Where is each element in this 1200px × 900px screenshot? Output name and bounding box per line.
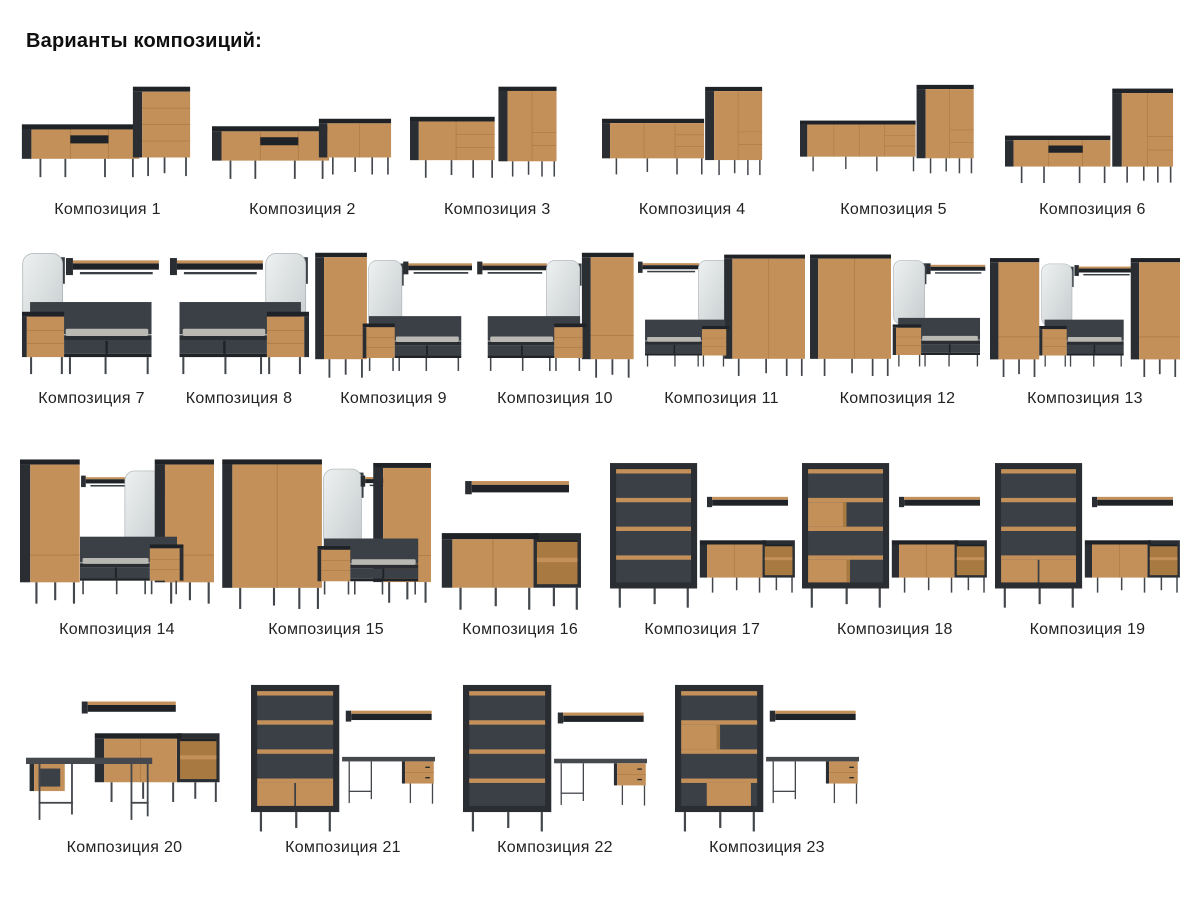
- hallway-bench-icon: [487, 316, 586, 371]
- wall-hanger-shelf-icon: [169, 258, 262, 275]
- hallway-bench-icon: [317, 538, 418, 594]
- composition-17-label: Композиция 17: [644, 621, 761, 638]
- composition-8-image: [168, 251, 311, 383]
- wide-wardrobe-icon: [810, 255, 891, 376]
- bookcase-with-boxes-icon: [675, 685, 763, 832]
- tall-wardrobe-icon: [20, 459, 80, 603]
- desk-with-drawers-icon: [554, 759, 647, 806]
- composition-18-label: Композиция 18: [836, 621, 953, 638]
- composition-19-label: Композиция 19: [1029, 621, 1146, 638]
- sideboard-icon: [319, 119, 391, 175]
- composition-5: [800, 81, 988, 219]
- wall-shelf-icon: [770, 711, 856, 722]
- composition-14-image: [20, 454, 214, 614]
- composition-9-image: [315, 251, 472, 383]
- composition-21-image: [251, 681, 435, 832]
- open-sideboard-icon: [1085, 540, 1180, 592]
- hallway-bench-icon: [645, 320, 729, 367]
- composition-11-label: Композиция 11: [664, 390, 779, 407]
- hallway-bench-icon: [22, 302, 152, 374]
- composition-17: [610, 454, 795, 639]
- composition-15: [222, 454, 431, 639]
- composition-22-label: Композиция 22: [497, 839, 613, 856]
- bookcase-with-drawers-icon: [251, 685, 339, 832]
- open-sideboard-icon: [95, 733, 220, 802]
- composition-18: [802, 454, 987, 639]
- composition-23: [675, 681, 859, 857]
- composition-1: [20, 81, 195, 219]
- bookcase-icon: [463, 685, 551, 832]
- composition-11-image: [638, 251, 805, 383]
- composition-22: [463, 681, 647, 857]
- composition-20: [26, 681, 223, 857]
- composition-21: [251, 681, 435, 857]
- mirror-icon: [893, 260, 926, 324]
- composition-17-image: [610, 454, 795, 614]
- composition-3-label: Композиция 3: [443, 201, 551, 218]
- composition-22-image: [463, 681, 647, 832]
- composition-2-image: [212, 81, 392, 194]
- wall-shelf-icon: [346, 711, 432, 722]
- composition-14: [20, 454, 214, 639]
- composition-13: [990, 251, 1180, 408]
- composition-10-image: [477, 251, 634, 383]
- composition-4: [602, 81, 782, 219]
- composition-9-label: Композиция 9: [340, 390, 447, 407]
- composition-7-label: Композиция 7: [38, 390, 145, 407]
- composition-23-image: [675, 681, 859, 832]
- composition-10: [477, 251, 634, 408]
- hallway-bench-icon: [179, 302, 309, 374]
- wall-hanger-shelf-icon: [638, 262, 699, 273]
- tv-stand-icon: [22, 124, 139, 177]
- wall-hanger-shelf-icon: [926, 263, 985, 274]
- desk-with-drawers-icon: [766, 757, 859, 804]
- composition-3: [410, 81, 585, 219]
- composition-20-image: [26, 681, 223, 832]
- open-sideboard-icon: [442, 533, 581, 610]
- tall-cabinet-icon: [705, 87, 762, 175]
- composition-2: [212, 81, 392, 219]
- composition-4-image: [602, 81, 782, 194]
- compositions-row-1: [20, 81, 1180, 219]
- composition-11: [638, 251, 805, 408]
- compositions-row-2: [20, 251, 1180, 408]
- wide-wardrobe-icon: [724, 255, 805, 376]
- chest-of-drawers-icon: [133, 87, 190, 176]
- open-sideboard-icon: [892, 540, 987, 592]
- bookcase-icon: [610, 463, 697, 608]
- wall-hanger-shelf-icon: [1074, 265, 1133, 276]
- composition-13-image: [990, 251, 1180, 383]
- tall-cabinet-icon: [916, 85, 973, 173]
- composition-3-image: [410, 81, 585, 194]
- wall-hanger-shelf-icon: [403, 262, 472, 275]
- composition-19: [995, 454, 1180, 639]
- wall-shelf-icon: [82, 702, 176, 714]
- open-sideboard-icon: [700, 540, 795, 592]
- compositions-row-4: [20, 681, 1180, 857]
- tall-wardrobe-icon: [990, 258, 1039, 377]
- tall-wardrobe-icon: [581, 253, 633, 378]
- composition-6-image: [1005, 81, 1180, 194]
- long-sideboard-icon: [800, 121, 916, 172]
- page-title: Варианты композиций:: [26, 30, 263, 52]
- wall-shelf-icon: [899, 497, 980, 507]
- composition-10-label: Композиция 10: [497, 390, 613, 407]
- composition-1-label: Композиция 1: [54, 201, 161, 218]
- composition-12: [810, 251, 986, 408]
- composition-21-label: Композиция 21: [285, 839, 401, 856]
- composition-9: [315, 251, 472, 408]
- composition-1-image: [20, 81, 195, 194]
- composition-8-label: Композиция 8: [185, 390, 293, 407]
- composition-16: [438, 454, 602, 639]
- wide-sideboard-icon: [602, 119, 704, 175]
- composition-14-label: Композиция 14: [59, 621, 175, 638]
- composition-8: [168, 251, 311, 408]
- composition-5-image: [800, 81, 988, 194]
- composition-7: [20, 251, 163, 408]
- hallway-bench-icon: [80, 537, 183, 595]
- wall-shelf-icon: [465, 481, 569, 494]
- wall-shelf-icon: [558, 713, 644, 724]
- wall-shelf-icon: [1092, 497, 1173, 507]
- tall-wardrobe-icon: [315, 253, 367, 378]
- composition-6: [1005, 81, 1180, 219]
- composition-23-label: Композиция 23: [709, 839, 825, 856]
- composition-15-label: Композиция 15: [268, 621, 384, 638]
- sideboard-icon: [410, 117, 495, 178]
- hallway-bench-icon: [1039, 320, 1123, 367]
- tall-cabinet-icon: [1112, 89, 1173, 183]
- composition-20-label: Композиция 20: [66, 839, 183, 856]
- composition-16-image: [438, 454, 602, 614]
- hallway-bench-icon: [892, 318, 979, 367]
- bookcase-with-drawers-icon: [995, 463, 1082, 608]
- mirror-icon: [1042, 264, 1074, 326]
- tv-stand-icon: [212, 126, 329, 179]
- composition-18-image: [802, 454, 987, 614]
- bookcase-with-boxes-icon: [802, 463, 889, 608]
- composition-2-label: Композиция 2: [249, 201, 356, 218]
- compositions-row-3: [20, 454, 1180, 639]
- tv-stand-icon: [1005, 136, 1110, 183]
- hallway-bench-icon: [363, 316, 462, 371]
- wide-wardrobe-icon: [222, 459, 322, 609]
- wall-hanger-shelf-icon: [477, 262, 547, 275]
- composition-12-image: [810, 251, 986, 383]
- composition-6-label: Композиция 6: [1039, 201, 1146, 218]
- composition-15-image: [222, 454, 431, 614]
- wall-hanger-shelf-icon: [66, 258, 159, 275]
- composition-12-label: Композиция 12: [839, 390, 956, 407]
- composition-5-label: Композиция 5: [840, 201, 947, 218]
- mirror-icon: [323, 469, 363, 546]
- tall-wardrobe-icon: [1131, 258, 1180, 377]
- composition-13-label: Композиция 13: [1027, 390, 1143, 407]
- composition-7-image: [20, 251, 163, 383]
- composition-4-label: Композиция 4: [638, 201, 746, 218]
- composition-19-image: [995, 454, 1180, 614]
- wall-shelf-icon: [707, 497, 788, 507]
- composition-16-label: Композиция 16: [462, 621, 579, 638]
- desk-with-drawers-icon: [342, 757, 435, 804]
- tall-cabinet-icon: [498, 87, 556, 177]
- tall-wardrobe-icon: [155, 459, 214, 603]
